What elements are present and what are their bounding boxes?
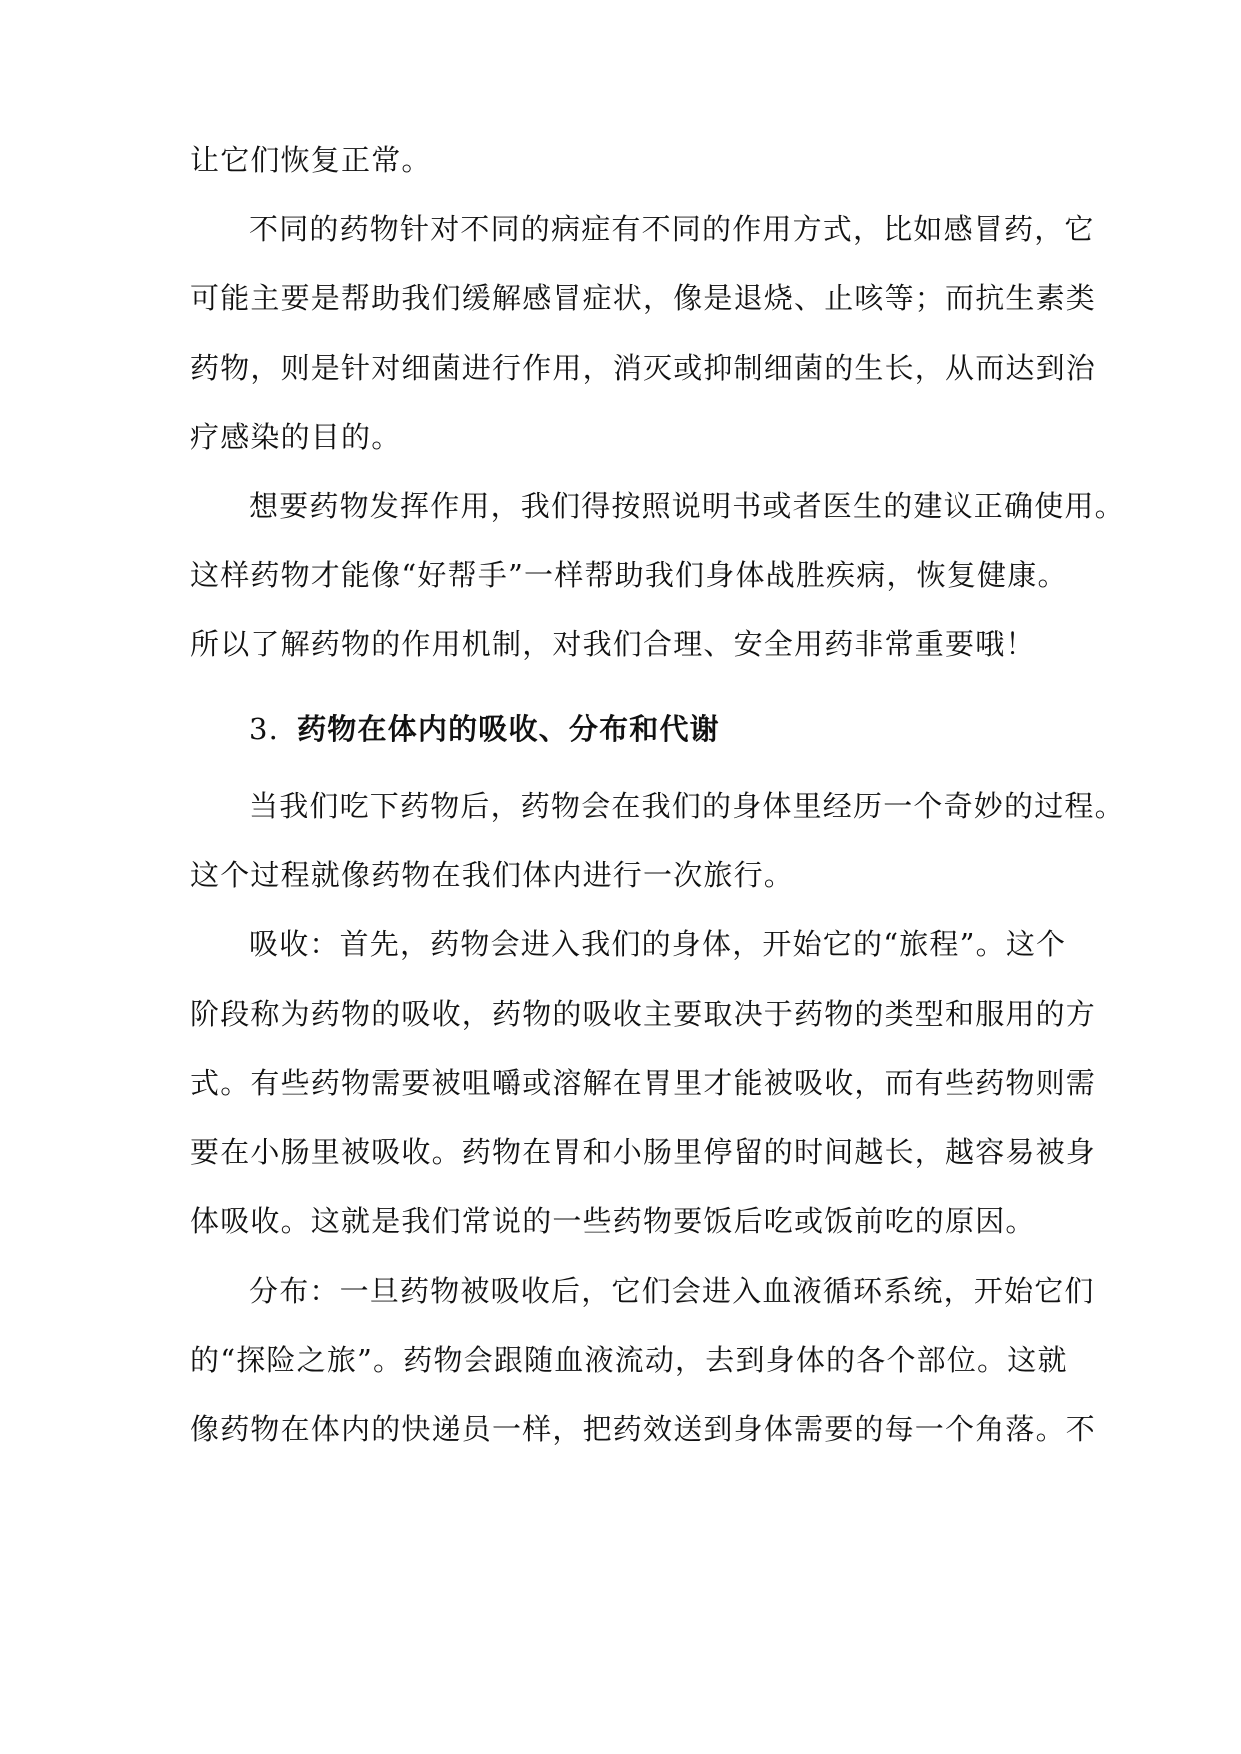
paragraph-line: 让它们恢复正常。 [190, 143, 432, 177]
paragraph-line: 疗感染的目的。 [190, 420, 402, 454]
paragraph-line: 不同的药物针对不同的病症有不同的作用方式，比如感冒药，它 [249, 212, 1095, 246]
paragraph-line: 要在小肠里被吸收。药物在胃和小肠里停留的时间越长，越容易被身 [190, 1135, 1097, 1169]
paragraph-line: 阶段称为药物的吸收，药物的吸收主要取决于药物的类型和服用的方 [190, 997, 1097, 1031]
paragraph-line: 这个过程就像药物在我们体内进行一次旅行。 [190, 858, 795, 892]
paragraph-line: 的“探险之旅”。药物会跟随血液流动，去到身体的各个部位。这就 [190, 1343, 1068, 1377]
paragraph-line: 这样药物才能像“好帮手”一样帮助我们身体战胜疾病，恢复健康。 [190, 558, 1068, 592]
paragraph-line: 体吸收。这就是我们常说的一些药物要饭后吃或饭前吃的原因。 [190, 1204, 1036, 1238]
paragraph-line: 式。有些药物需要被咀嚼或溶解在胃里才能被吸收，而有些药物则需 [190, 1066, 1097, 1100]
paragraph-line: 吸收：首先，药物会进入我们的身体，开始它的“旅程”。这个 [249, 927, 1067, 961]
section-heading [249, 709, 1089, 749]
section-number: 3. [249, 712, 280, 746]
paragraph-line: 药物，则是针对细菌进行作用，消灭或抑制细菌的生长，从而达到治 [190, 351, 1097, 385]
paragraph-line: 当我们吃下药物后，药物会在我们的身体里经历一个奇妙的过程。 [249, 789, 1125, 823]
paragraph-line: 想要药物发挥作用，我们得按照说明书或者医生的建议正确使用。 [249, 489, 1125, 523]
section-title: 药物在体内的吸收、分布和代谢 [297, 712, 720, 746]
paragraph-line: 可能主要是帮助我们缓解感冒症状，像是退烧、止咳等；而抗生素类 [190, 281, 1097, 315]
paragraph-line: 所以了解药物的作用机制，对我们合理、安全用药非常重要哦！ [190, 627, 1036, 661]
paragraph-line: 像药物在体内的快递员一样，把药效送到身体需要的每一个角落。不 [190, 1412, 1097, 1446]
paragraph-line: 分布：一旦药物被吸收后，它们会进入血液循环系统，开始它们 [249, 1274, 1095, 1308]
